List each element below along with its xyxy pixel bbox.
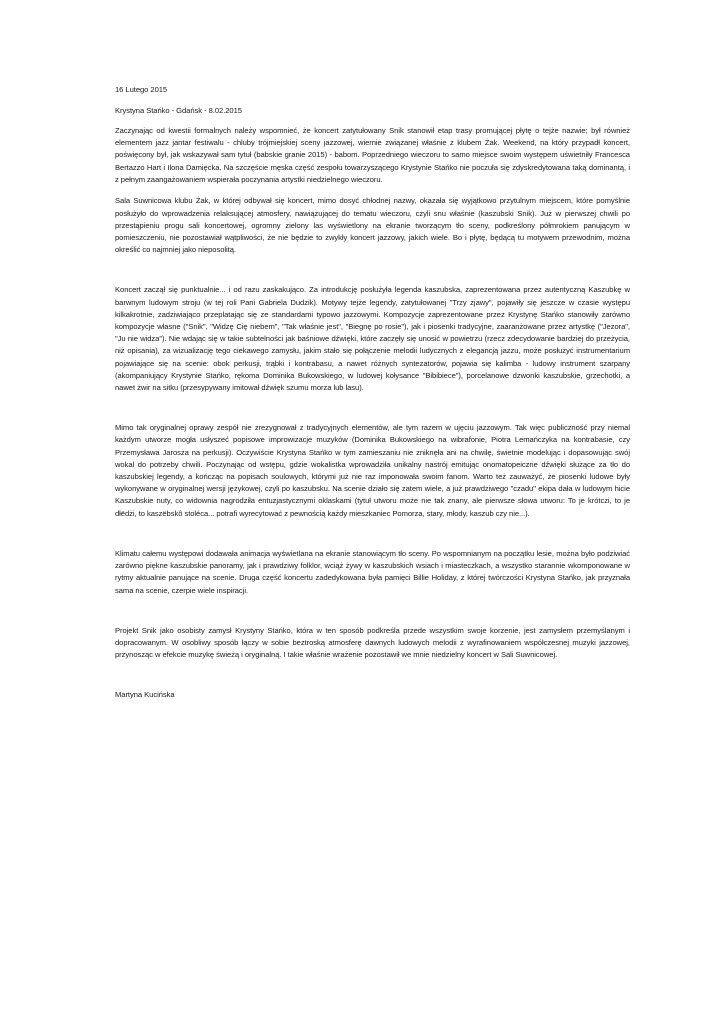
- paragraph-intro: Zaczynając od kwestii formalnych należy wspomnieć, że koncert zatytułowany Snik stanowił etap trasy promującej płytę o tejże nazwie; był również elementem jazz jantar festiwalu - chluby trójmiejskiej sceny jazzowej, wiernie związanej właśnie z klubem Żak. Weekend, na który przypadł koncert, poświęcony był, jak wskazywał sam tytuł (babskie granie 2015) - babom. Poprzedniego wieczoru to samo miejsce swoim występem uświetniły Francesca Bertazzo Hart i Ilona Damięcka. Na szczęście męska część zespołu towarzyszącego Krystynie Stańko nie poczuła się zdyskredytowana taką dominantą, i z pełnym zaangażowaniem wspierała poczynania artystki niedzielnego wieczoru.: [115, 125, 630, 184]
- paragraph-concert-start: Koncert zaczął się punktualnie... i od razu zaskakująco. Za introdukcję posłużyła legenda kaszubska, zaprezentowana przez autentyczną Kaszubkę w barwnym ludowym stroju (w tej roli Pani Gabriela Dudzik). Motywy tejże legendy, zatytułowanej "Trzy zjawy", pojawiły się jeszcze w czasie występu kilkakrotnie, zadziwiająco przeplatając się ze standardami typowo jazzowymi. Kompozycje zaprezentowane przez Krystynę Stańko stanowiły zarówno kompozycje własne ("Snik", "Widzę Cię niebem", "Tak właśnie jest", "Biegnę po rosie"), jak i piosenki tradycyjne, zaaranżowane przez artystkę ("Jezora", "Ju nie widza"). Nie wdając się w takie subtelności jak baśniowe dźwięki, które zaczęły się unosić w powietrzu (rzecz zdecydowanie bardziej do przeżycia, niż opisania), za wizualizację tego ciekawego zamysłu, jakim stało się połączenie melodii ludycznych z elegancją jazzu, może posłużyć instrumentarium pojawiające się na scenie: obok perkusji, trąbki i kontrabasu, a nawet różnych syntezatorów, pojawia się kalimba - ludowy instrument szarpany (akompaniujący Krystynie Stańko, rękoma Dominika Bukowskiego, w ludowej kołysance "Bibibiece"), porcelanowe dzwonki kaszubskie, grzechotki, a nawet żwir na sitku (przesypywany imitował dźwięk szumu morza lub lasu).: [115, 285, 630, 393]
- document-date: 16 Lutego 2015: [115, 85, 168, 94]
- paragraph-summary: Projekt Snik jako osobisty zamysł Krystyny Stańko, która w ten sposób podkreśla przede wszystkim swoje korzenie, jest zamysłem przemyślanym i dopracowanym. W osobliwy sposób łączy w sobie beztroską atmosferę dawnych ludowych melodii z wyrafinowaniem współczesnej muzyki jazzowej, przynosząc w efekcie muzykę świeżą i oryginalną. I takie właśnie wrażenie pozostawił we mnie niedzielny koncert w Sali Suwnicowej.: [115, 625, 630, 660]
- document-heading: Krystyna Stańko - Gdańsk - 8.02.2015: [115, 106, 242, 116]
- document-page: [115, 84, 630, 702]
- author-signature: Martyna Kucińska: [115, 690, 175, 700]
- paragraph-venue: Sala Suwnicowa klubu Żak, w której odbywał się koncert, mimo dosyć chłodnej nazwy, okazała się wyjątkowo przytulnym miejscem, które pomyślnie posłużyło do wprowadzenia relaksującej atmosfery, nawiązującej do tematu wieczoru, czyli snu właśnie (kaszubski Snik). Już w pierwszej chwili po przestąpieniu progu sali koncertowej, ogromny zielony las wyświetlony na ekranie tworzącym tło sceny, podkreślony półmrokiem panującym w pomieszczeniu, nie pozostawiał wątpliwości, że nie będzie to zwykły koncert jazzowy, jakich wiele. Bo i płytę, będącą tu motywem przewodnim, można określić co najmniej jako nieposolitą.: [115, 196, 630, 255]
- paragraph-improvisation: Mimo tak oryginalnej oprawy zespół nie zrezygnował z tradycyjnych elementów, ale tym razem w ujęciu jazzowym. Tak więc publiczność przy niemal każdym utworze mogła usłyszeć popisowe improwizacje muzyków (Dominika Bukowskiego na wibrafonie, Piotra Lemańczyka na kontrabasie, czy Przemysława Jarosza na perkusji). Oczywiście Krystyna Stańko w tym zamieszaniu nie zniknęła ani na chwilę, świetnie modelując i dopasowując swój wokal do potrzeby chwili. Poczynając od wstępu, gdzie wokalistka wprowadziła unikalny nastrój emitując onomatopeiczne dźwięki służące za tło do kaszubskiej legendy, a kończąc na popisach soulowych, którymi już nie raz imponowała swoim fanom. Warto też zauważyć, że piosenki ludowe były wykonywane w oryginalnej wersji językowej, czyli po kaszubsku. Na scenie działo się zatem wiele, a już prawdziwego "czadu" ekipa dała w ludowym hicie Kaszubskie nuty, co widownia nagrodziła entuzjastycznymi oklaskami (tytuł utworu może nie tak znany, ale pierwsze słowa utworu: To je krótczi, to je dłëdżi, to kaszëbskô stoléca... potrafi wyrecytować z pewnością każdy mieszkaniec Pomorza, stary, młody, kaszub czy nie...).: [115, 423, 630, 518]
- paragraph-animation: Klimatu całemu występowi dodawała animacja wyświetlana na ekranie stanowiącym tło sceny. Po wspomnianym na początku lesie, można było podziwiać zarówno piękne kaszubskie panoramy, jak i prawdziwy folklor, wciąż żywy w kaszubskich wsiach i miasteczkach, a wszystko starannie wkomponowane w rytmy aktualnie panujące na scenie. Druga część koncertu zadedykowana była pamięci Billie Holiday, z której twórczości Krystyna Stańko, jak przyznała sama na scenie, czerpie wiele inspiracji.: [115, 548, 630, 595]
